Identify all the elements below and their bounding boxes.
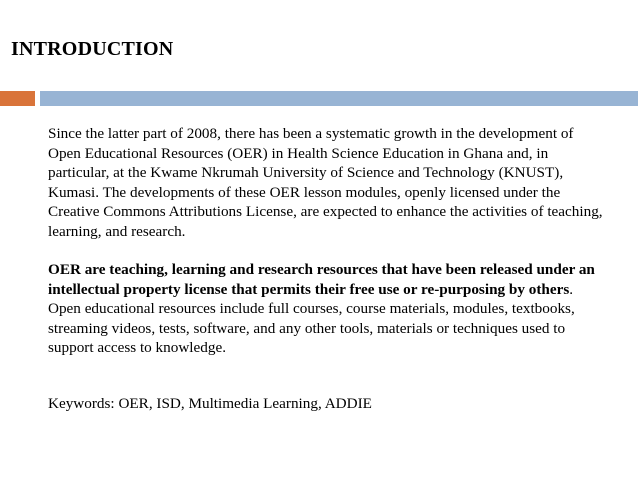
intro-paragraph: Since the latter part of 2008, there has been a systematic growth in the development of Open Educational Resources (OER) in Health Science Education in Ghana and, in particular, at the Kwame Nkrumah University of Science and Technology (KNUST), Kumasi. The developments of these OER lesson modules, openly licensed under the Creative Commons Attributions License, are expected to enhance the activities of teaching, learning, and research. — [48, 125, 603, 240]
oer-definition-bold: OER are teaching, learning and research resources that have been released under an intellectual property license that permits their free use or re-purposing by others — [48, 261, 595, 298]
keywords-line: Keywords: OER, ISD, Multimedia Learning, ADDIE — [48, 395, 372, 412]
accent-bar — [0, 91, 35, 106]
oer-definition-rest: . Open educational resources include full courses, course materials, modules, textbooks, streaming videos, tests, software, and any other tools, materials or techniques used to support access to knowledge. — [48, 280, 575, 356]
oer-definition-paragraph — [48, 260, 608, 358]
header-divider-bar — [40, 91, 638, 106]
slide-title: INTRODUCTION — [11, 38, 174, 60]
